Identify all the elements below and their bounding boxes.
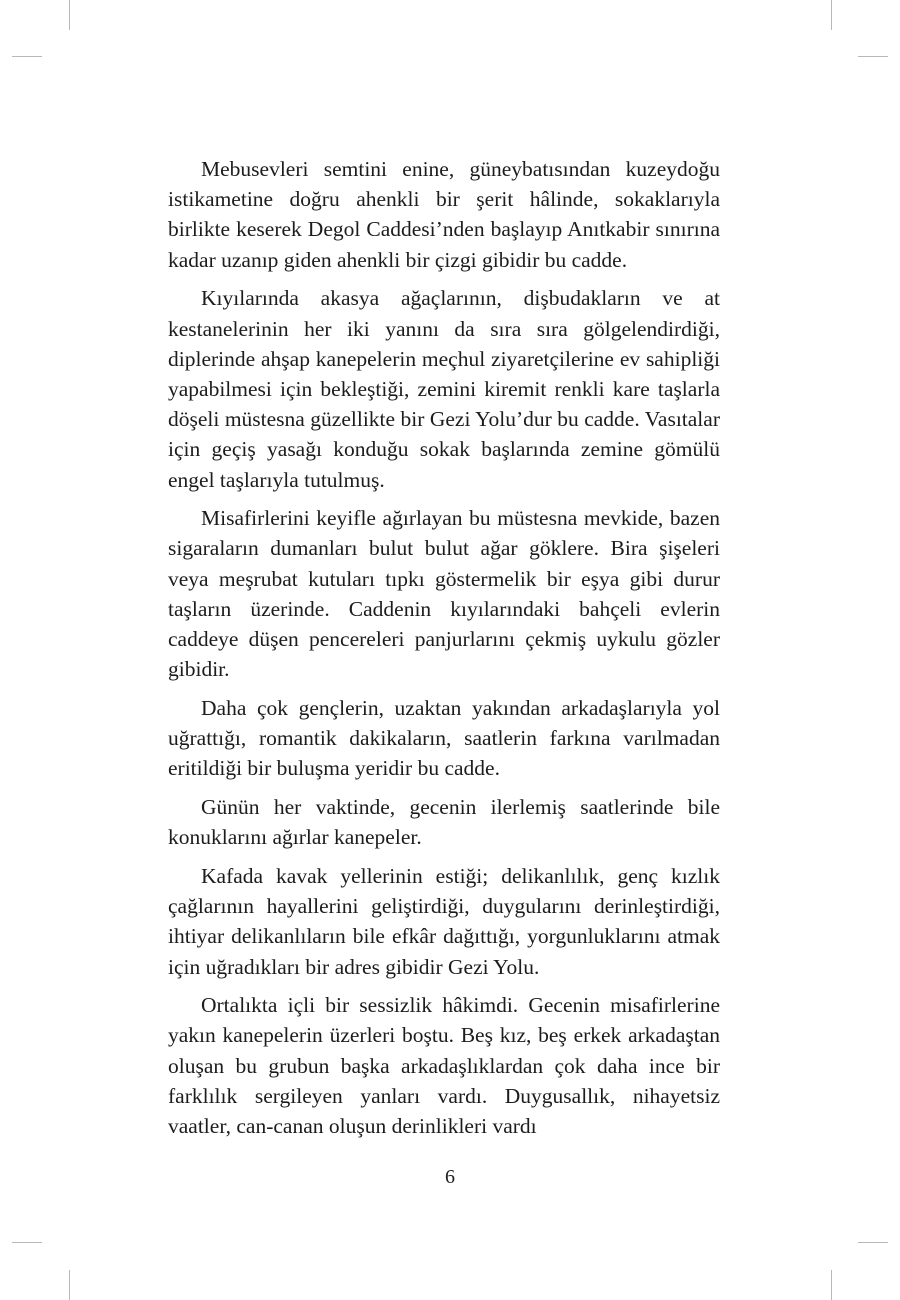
crop-mark-bottom-left-horizontal (12, 1242, 42, 1243)
crop-mark-bottom-right-horizontal (858, 1242, 888, 1243)
crop-mark-bottom-right-vertical (831, 1270, 832, 1300)
crop-mark-top-right-horizontal (858, 56, 888, 57)
paragraph: Mebusevleri semtini enine, güneybatısından kuzeydoğu istikametine doğru ahenkli bir şerit hâlinde, sokaklarıyla birlikte keserek Degol Caddesi’nden başlayıp Anıtkabir sınırına kadar uzanıp giden ahenkli bir çizgi gibidir bu cadde. (168, 157, 720, 272)
paragraph: Ortalıkta içli bir sessizlik hâkimdi. Gecenin misafirlerine yakın kanepelerin üzerleri boştu. Beş kız, beş erkek arkadaştan oluşan bu grubun başka arkadaşlıklardan çok daha ince bir farklılık sergileyen yanları vardı. Duygusallık, nihayetsiz vaatler, can-canan oluşun derinlikleri vardı (168, 993, 720, 1139)
crop-mark-top-right-vertical (831, 0, 832, 30)
paragraph: Kıyılarında akasya ağaçlarının, dişbudakların ve at kestanelerinin her iki yanını da sıra sıra gölgelendirdiği, diplerinde ahşap kanepelerin meçhul ziyaretçilerine ev sahipliği yapabilmesi için bekleştiği, zemini kiremit renkli kare taşlarla döşeli müstesna güzellikte bir Gezi Yolu’dur bu cadde. Vasıtalar için geçiş yasağı konduğu sokak başlarında zemine gömülü engel taşlarıyla tutulmuş. (168, 286, 720, 492)
crop-mark-top-left-horizontal (12, 56, 42, 57)
paragraph: Misafirlerini keyifle ağırlayan bu müstesna mevkide, bazen sigaraların dumanları bulut bulut ağar göklere. Bira şişeleri veya meşrubat kutuları tıpkı göstermelik bir eşya gibi durur taşların üzerinde. Caddenin kıyılarındaki bahçeli evlerin caddeye düşen pencereleri panjurlarını çekmiş uykulu gözler gibidir. (168, 506, 720, 682)
crop-mark-bottom-left-vertical (69, 1270, 70, 1300)
paragraph: Daha çok gençlerin, uzaktan yakından arkadaşlarıyla yol uğrattığı, romantik dakikaların, saatlerin farkına varılmadan eritildiği bir buluşma yeridir bu cadde. (168, 695, 720, 781)
paragraph: Günün her vaktinde, gecenin ilerlemiş saatlerinde bile konuklarını ağırlar kanepeler. (168, 795, 720, 850)
paragraph: Kafada kavak yellerinin estiği; delikanlılık, genç kızlık çağlarının hayallerini geliştirdiği, duygularını derinleştirdiği, ihtiyar delikanlıların bile efkâr dağıttığı, yorgunluklarını atmak için uğradıkları bir adres gibidir Gezi Yolu. (168, 863, 720, 979)
page-number: 6 (445, 1166, 455, 1188)
crop-mark-top-left-vertical (69, 0, 70, 30)
body-text (168, 154, 720, 1150)
